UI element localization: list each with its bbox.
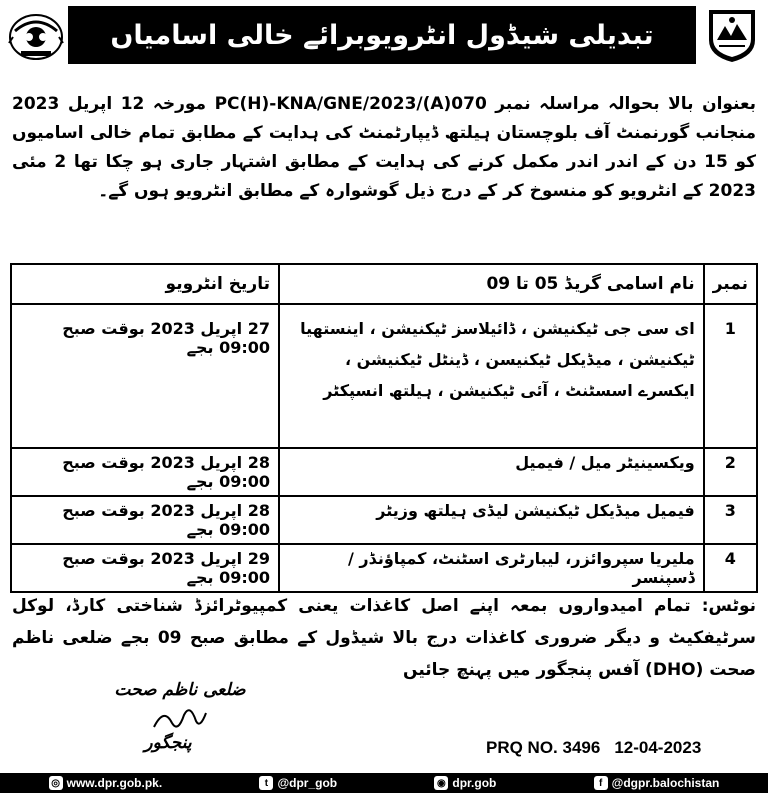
table-row [11, 496, 757, 544]
footer-twitter[interactable] [259, 776, 337, 790]
row-posts: فیمیل میڈیکل ٹیکنیشن لیڈی ہیلتھ وزیٹر [279, 496, 704, 544]
health-department-logo [6, 6, 66, 64]
row-number: 2 [704, 448, 757, 496]
prq-number: PRQ NO. 3496 [486, 738, 601, 757]
page-title: تبدیلی شیڈول انٹرویوبرائے خالی اسامیاں [68, 6, 696, 64]
row-number: 4 [704, 544, 757, 592]
signatory-title: ضلعی ناظم صحت [114, 680, 246, 700]
footer-bar [0, 773, 768, 793]
signatory-place: پنجگور [144, 733, 192, 753]
facebook-icon: f [594, 776, 608, 790]
table-row [11, 448, 757, 496]
footer-instagram[interactable] [434, 776, 496, 790]
row-posts: ای سی جی ٹیکنیشن ، ڈائیلاسز ٹیکنیشن ، اینستھیا ٹیکنیشن ، میڈیکل ٹیکنیسن ، ڈینٹل ٹیکنیشن ، ایکسرے اسسٹنٹ ، آئی ٹیکنیشن ، ہیلتھ انسپکٹر [279, 304, 704, 448]
row-date: 28 اپریل 2023 بوقت صبح 09:00 بجے [11, 448, 279, 496]
footer-twitter-text: @dpr_gob [277, 776, 338, 790]
footer-website-text: www.dpr.gob.pk. [66, 776, 163, 790]
intro-paragraph: بعنوان بالا بحوالہ مراسلہ نمبر PC(H)-KNA/GNE/2023/(A)070 مورخہ 12 اپریل 2023 منجانب گورنمنٹ آف بلوچستان ہیلتھ ڈیپارٹمنٹ کی ہدایت کے مطابق تمام خالی اسامیوں کو 15 دن کے اندر اندر مکمل کرنے کی ہدایت کے مطابق اشتہار جاری ہو چکا تھا 2 مئی 2023 کے انٹرویو کو منسوخ کر کے درج ذیل گوشوارہ کے مطابق انٹرویو ہوں گے۔ [12, 94, 756, 201]
prq-line [486, 738, 752, 758]
row-number: 1 [704, 304, 757, 448]
footer-instagram-text: dpr.gob [452, 776, 497, 790]
row-date: 29 اپریل 2023 بوقت صبح 09:00 بجے [11, 544, 279, 592]
footer-website[interactable] [49, 776, 163, 790]
footer-facebook-text: @dgpr.balochistan [611, 776, 720, 790]
table-row [11, 304, 757, 448]
header-posts: نام اسامی گریڈ 05 تا 09 [279, 264, 704, 304]
balochistan-government-emblem [702, 6, 762, 64]
footer-facebook[interactable] [594, 776, 720, 790]
row-date: 27 اپریل 2023 بوقت صبح 09:00 بجے [11, 304, 279, 448]
row-posts: ویکسینیٹر میل / فیمیل [279, 448, 704, 496]
header-date: تاریخ انٹرویو [11, 264, 279, 304]
table-header-row [11, 264, 757, 304]
interview-schedule-table [10, 263, 758, 593]
globe-icon: ◎ [49, 776, 63, 790]
row-posts: ملیریا سپروائزر، لیبارٹری اسٹنٹ، کمپاؤنڈر / ڈسپنسر [279, 544, 704, 592]
header-no: نمبر [704, 264, 757, 304]
instagram-icon: ◉ [434, 776, 448, 790]
row-number: 3 [704, 496, 757, 544]
twitter-icon: t [259, 776, 273, 790]
row-date: 28 اپریل 2023 بوقت صبح 09:00 بجے [11, 496, 279, 544]
notice-paragraph: نوٹس: تمام امیدواروں بمعہ اپنے اصل کاغذات یعنی کمپیوٹرائزڈ شناختی کارڈ، لوکل سرٹیفکیٹ و دیگر ضروری کاغذات درج بالا شیڈول کے مطابق صبح 09 بجے ضلعی ناظم صحت (DHO) آفس پنجگور میں پہنچ جائیں [12, 596, 756, 680]
table-row [11, 544, 757, 592]
prq-date: 12-04-2023 [614, 738, 702, 757]
